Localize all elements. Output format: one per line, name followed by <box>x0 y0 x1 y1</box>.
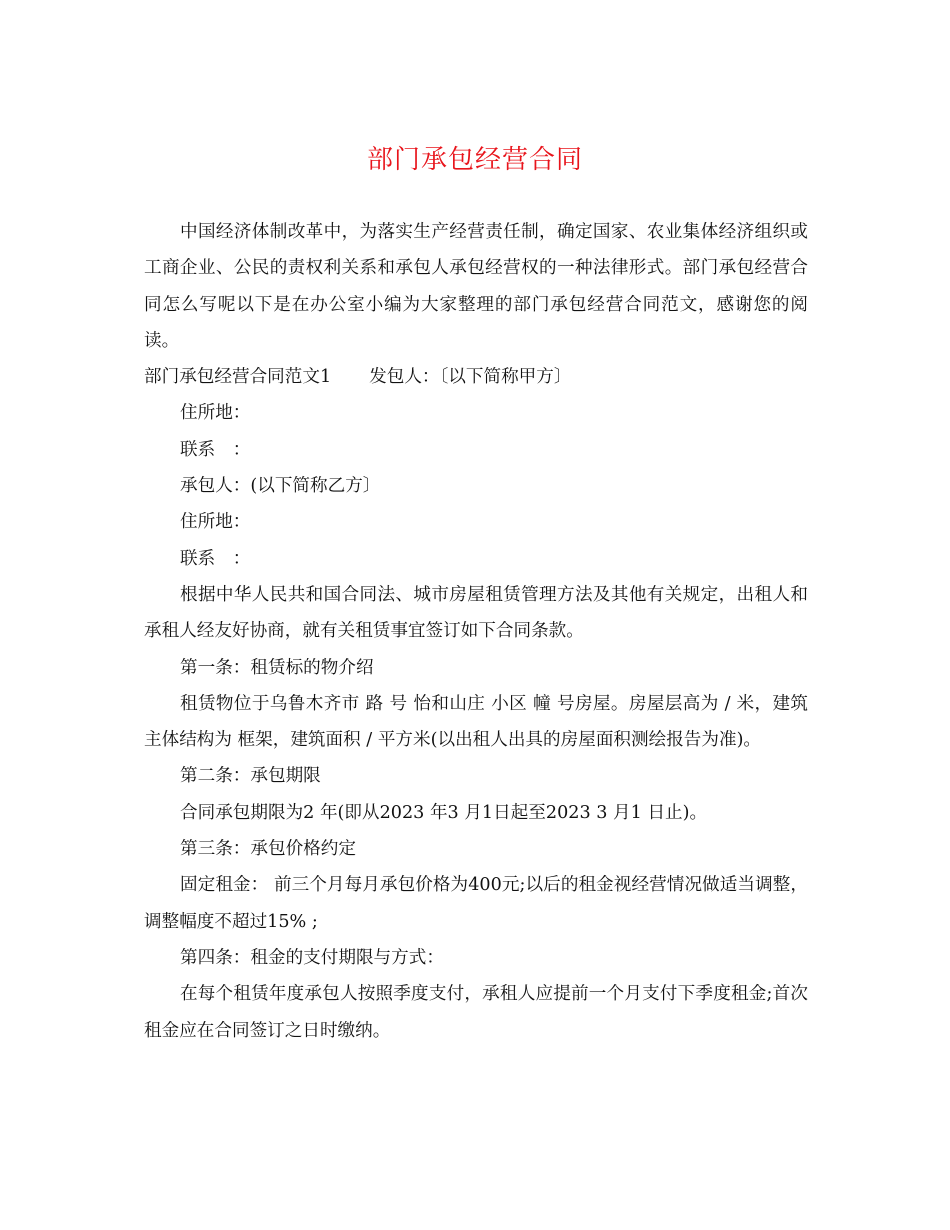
contact-b-line: 联系 ： <box>180 548 251 569</box>
contractor-line: 承包人：(以下简称乙方〕 <box>180 476 381 497</box>
intro-paragraph: 中国经济体制改革中，为落实生产经营责任制，确定国家、农业集体经济组织或工商企业、公民的责权利关系和承包人承包经营权的一种法律形式。部门承包经营合同怎么写呢以下是在办公室小编为大家整理的部门承包经营合同范文，感谢您的阅读。 <box>144 222 808 351</box>
address-a-line: 住所地： <box>180 403 251 424</box>
clause3-body: 固定租金： 前三个月每月承包价格为400元;以后的租金视经营情况做适当调整，调整幅度不超过15% ; <box>144 875 808 932</box>
sample-heading: 部门承包经营合同范文1 <box>144 367 332 388</box>
clause4-title: 第四条：租金的支付期限与方式： <box>180 947 444 968</box>
contact-a-line: 联系 ： <box>180 439 251 460</box>
issuer-line: 发包人：〔以下简称甲方〕 <box>369 367 572 388</box>
clause1-body: 租赁物位于乌鲁木齐市 路 号 怡和山庄 小区 幢 号房屋。房屋层高为 / 米，建筑主体结构为 框架，建筑面积 / 平方米(以出租人出具的房屋面积测绘报告为准)。 <box>144 693 808 751</box>
basis-paragraph: 根据中华人民共和国合同法、城市房屋租赁管理方法及其他有关规定，出租人和承租人经友好协商，就有关租赁事宜签订如下合同条款。 <box>144 584 808 642</box>
sample-heading-line <box>144 359 808 395</box>
clause2-body: 合同承包期限为2 年(即从2023 年3 月1日起至2023 3 月1 日止)。 <box>180 802 708 823</box>
clause3-title: 第三条：承包价格约定 <box>180 839 356 860</box>
clause4-body: 在每个租赁年度承包人按照季度支付，承租人应提前一个月支付下季度租金;首次租金应在合同签订之日时缴纳。 <box>144 984 808 1041</box>
document-body <box>144 214 808 1049</box>
address-b-line: 住所地： <box>180 512 251 533</box>
document-title: 部门承包经营合同 <box>366 145 583 175</box>
clause2-title: 第二条：承包期限 <box>180 766 321 787</box>
clause1-title: 第一条：租赁标的物介绍 <box>180 657 374 678</box>
